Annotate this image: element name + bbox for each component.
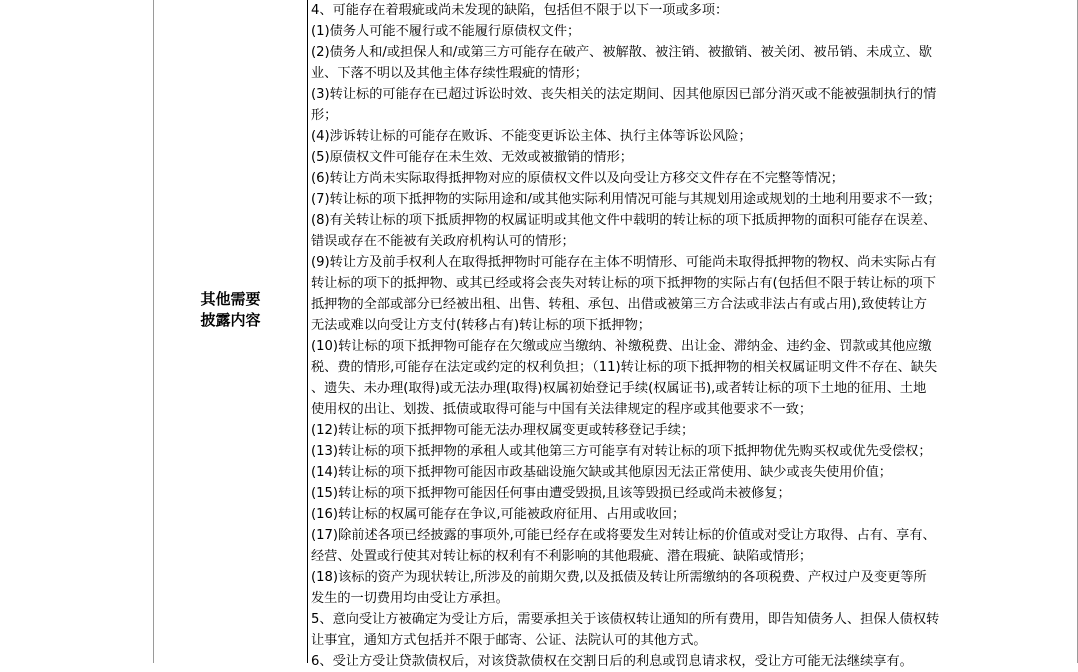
- row-label: [154, 289, 307, 331]
- blank-column: [0, 0, 154, 663]
- text-line: (1)债务人可能不履行或不能履行原债权文件；: [311, 24, 581, 39]
- text-line: 发生的一切费用均由受让方承担。: [311, 591, 509, 606]
- text-line: (17)除前述各项已经披露的事项外,可能已经存在或将要发生对转让标的价值或对受让方取得、占有、享有、: [311, 528, 936, 543]
- content-cell: [308, 0, 1078, 669]
- text-line: 抵押物的全部或部分已经被出租、出售、转租、承包、出借或被第三方合法或非法占有或占用),致使转让方: [311, 297, 927, 312]
- text-line: (10)转让标的项下抵押物可能存在欠缴或应当缴纳、补缴税费、出让金、滞纳金、违约金、罚款或其他应缴: [311, 339, 932, 354]
- text-line: 让事宜，通知方式包括并不限于邮寄、公证、法院认可的其他方式。: [311, 633, 707, 648]
- text-line: (9)转让方及前手权利人在取得抵押物时可能存在主体不明情形、可能尚未取得抵押物的物权、尚未实际占有: [311, 255, 937, 270]
- text-line: 形；: [311, 108, 338, 123]
- text-line: (13)转让标的项下抵押物的承租人或其他第三方可能享有对转让标的项下抵押物优先购买权或优先受偿权；: [311, 444, 932, 459]
- row-label-line-2: 披露内容: [200, 311, 261, 329]
- disclosure-text: [311, 0, 1073, 672]
- text-line: (8)有关转让标的项下抵质押物的权属证明或其他文件中载明的转让标的项下抵质押物的面积可能存在误差、: [311, 213, 937, 228]
- text-line: (18)该标的资产为现状转让,所涉及的前期欠费,以及抵债及转让所需缴纳的各项税费、产权过户及变更等所: [311, 570, 927, 585]
- row-label-line-1: 其他需要: [200, 290, 261, 308]
- text-line: (4)涉诉转让标的可能存在败诉、不能变更诉讼主体、执行主体等诉讼风险；: [311, 129, 752, 144]
- text-line: 税、费的情形,可能存在法定或约定的权利负担；（11)转让标的项下抵押物的相关权属证明文件不存在、缺失: [311, 360, 938, 375]
- text-line: 6、受让方受让贷款债权后，对该贷款债权在交割日后的利息或罚息请求权，受让方可能无法继续享有。: [311, 654, 913, 669]
- text-line: 无法或难以向受让方支付(转移占有)转让标的项下抵押物；: [311, 318, 651, 333]
- text-line: (5)原债权文件可能存在未生效、无效或被撤销的情形；: [311, 150, 633, 165]
- text-line: (6)转让方尚未实际取得抵押物对应的原债权文件以及向受让方移交文件存在不完整等情况；: [311, 171, 844, 186]
- text-line: (3)转让标的可能存在已超过诉讼时效、丧失相关的法定期间、因其他原因已部分消灭或不能被强制执行的情: [311, 87, 937, 102]
- text-line: 业、下落不明以及其他主体存续性瑕疵的情形；: [311, 66, 588, 81]
- text-line: (15)转让标的项下抵押物可能因任何事由遭受毁损,且该等毁损已经或尚未被修复；: [311, 486, 791, 501]
- text-line: (14)转让标的项下抵押物可能因市政基础设施欠缺或其他原因无法正常使用、缺少或丧失使用价值；: [311, 465, 892, 480]
- text-line: 4、可能存在着瑕疵或尚未发现的缺陷，包括但不限于以下一项或多项：: [311, 3, 729, 18]
- text-line: 、遗失、未办理(取得)或无法办理(取得)权属初始登记手续(权属证书),或者转让标的项下土地的征用、土地: [311, 381, 927, 396]
- text-line: 经营、处置或行使其对转让标的权利有不利影响的其他瑕疵、潜在瑕疵、缺陷或情形；: [311, 549, 813, 564]
- text-line: (12)转让标的项下抵押物可能无法办理权属变更或转移登记手续；: [311, 423, 695, 438]
- text-line: 使用权的出让、划拨、抵债或取得可能与中国有关法律规定的程序或其他要求不一致；: [311, 402, 813, 417]
- text-line: (2)债务人和/或担保人和/或第三方可能存在破产、被解散、被注销、被撤销、被关闭、被吊销、未成立、歇: [311, 45, 932, 60]
- text-line: (16)转让标的权属可能存在争议,可能被政府征用、占用或收回；: [311, 507, 686, 522]
- text-line: (7)转让标的项下抵押物的实际用途和/或其他实际利用情况可能与其规划用途或规划的土地利用要求不一致；: [311, 192, 941, 207]
- text-line: 转让标的项下的抵押物、或其已经或将会丧失对转让标的项下抵押物的实际占有(包括但不限于转让标的项下: [311, 276, 936, 291]
- row-label-cell: [154, 0, 308, 663]
- text-line: 5、意向受让方被确定为受让方后，需要承担关于该债权转让通知的所有费用，即告知债务人、担保人债权转: [311, 612, 940, 627]
- text-line: 错误或存在不能被有关政府机构认可的情形；: [311, 234, 575, 249]
